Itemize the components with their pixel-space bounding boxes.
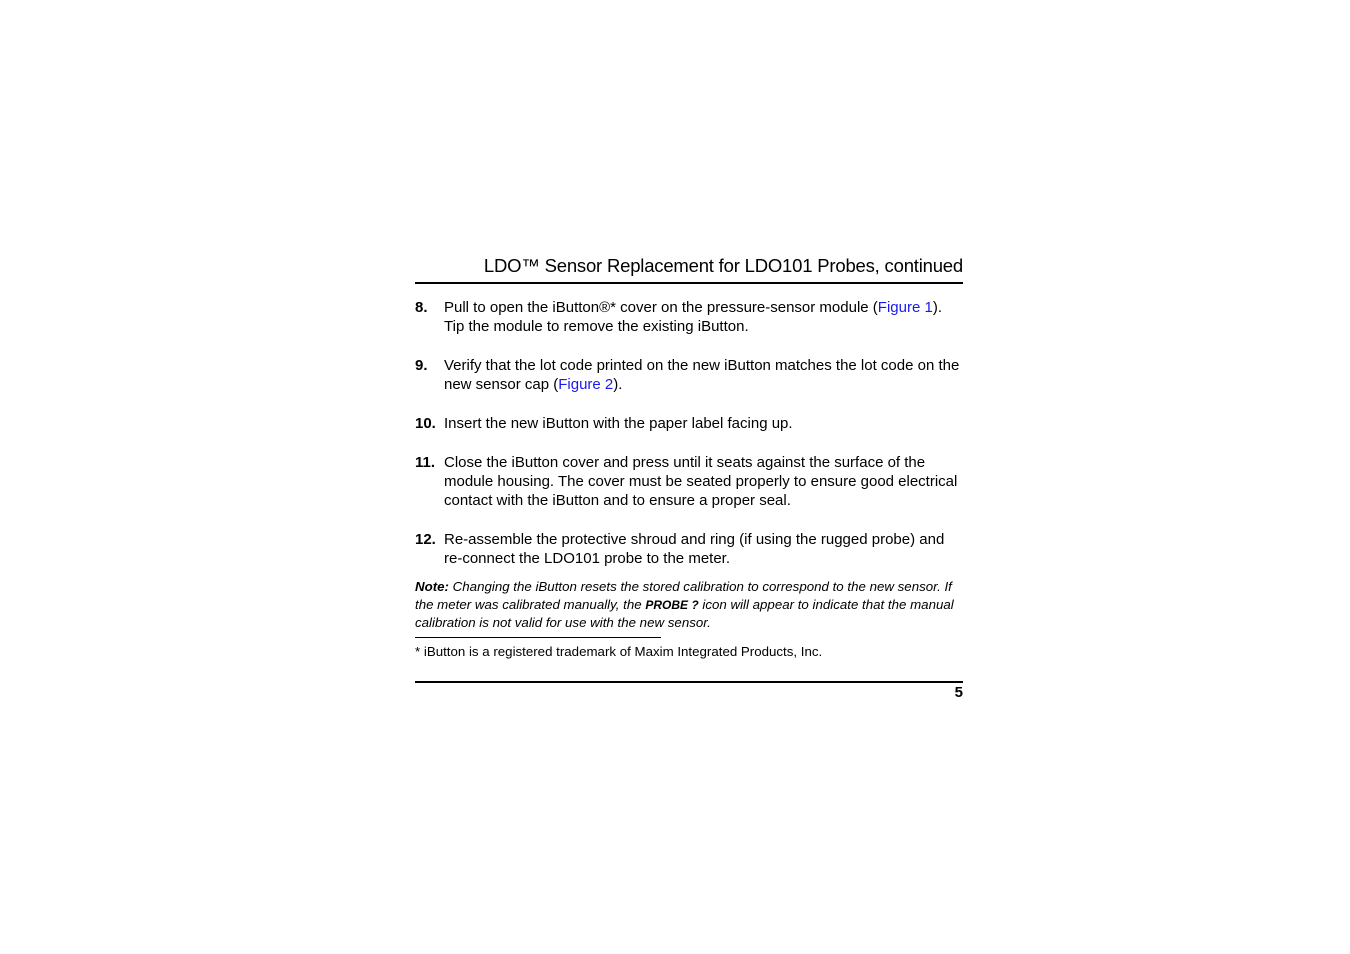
note-label: Note: — [415, 579, 449, 594]
step-text — [444, 298, 963, 336]
step-text: Close the iButton cover and press until it seats against the surface of the module housing. The cover must be seated properly to ensure good electrical contact with the iButton and to ensure a proper seal. — [444, 453, 958, 509]
note-text: Changing the iButton resets the stored calibration to correspond to the new sensor. If the meter was calibrated manually, the — [415, 579, 952, 612]
page-footer — [415, 681, 963, 701]
step-11 — [415, 453, 963, 511]
step-text: Re-assemble the protective shroud and ring (if using the rugged probe) and re-connect the LDO101 probe to the meter. — [444, 530, 945, 567]
step-text: Insert the new iButton with the paper label facing up. — [444, 414, 793, 432]
footnote-divider — [415, 637, 661, 638]
step-text-part: Pull to open the iButton®* cover on the pressure-sensor module ( — [444, 299, 878, 316]
step-8 — [415, 298, 963, 336]
probe-icon-label: PROBE ? — [645, 597, 699, 612]
step-number: 9. — [415, 356, 428, 374]
step-9 — [415, 356, 963, 394]
page-number: 5 — [954, 684, 963, 701]
figure-1-link[interactable]: Figure 1 — [877, 299, 933, 316]
step-10 — [415, 414, 963, 433]
steps-list — [415, 298, 963, 588]
page-title: LDO™ Sensor Replacement for LDO101 Probes, continued — [483, 255, 963, 276]
note — [415, 578, 963, 632]
step-text — [444, 356, 963, 394]
footnote: * iButton is a registered trademark of Maxim Integrated Products, Inc. — [415, 644, 823, 659]
step-text-part: ). — [613, 376, 623, 394]
step-number: 12. — [415, 530, 436, 548]
step-text-part: ). Tip the module to remove the existing iButton. — [444, 299, 942, 336]
step-number: 10. — [415, 414, 436, 432]
step-number: 8. — [415, 299, 428, 316]
step-text-part: Verify that the lot code printed on the new iButton matches the lot code on the new sensor cap ( — [444, 356, 960, 394]
figure-2-link[interactable]: Figure 2 — [558, 376, 614, 394]
note-text: icon will appear to indicate that the manual calibration is not valid for use with the new sensor. — [415, 596, 954, 630]
step-number: 11. — [415, 453, 436, 471]
page-header — [415, 255, 963, 284]
step-12 — [415, 530, 963, 568]
